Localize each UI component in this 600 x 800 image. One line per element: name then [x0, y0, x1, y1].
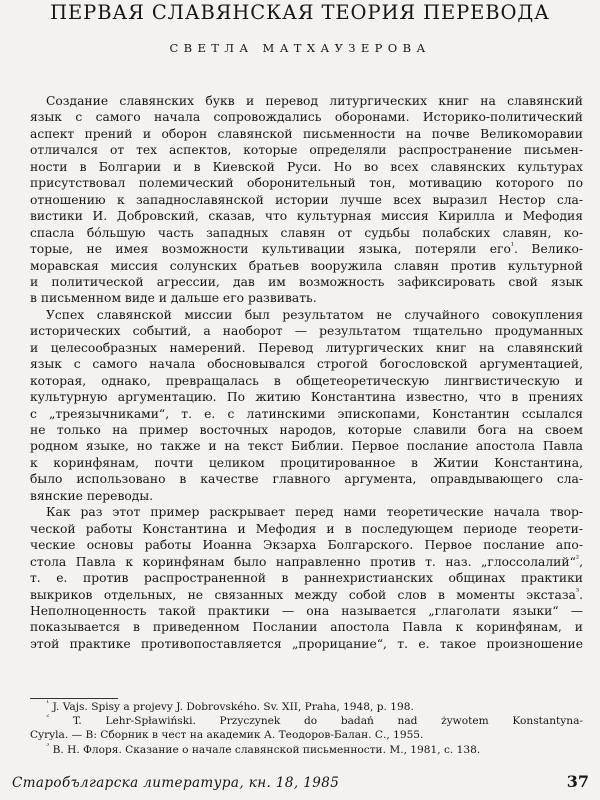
text-line: язык с самого начала сопровождались оборонами. Историко-политический [30, 110, 583, 125]
text-line: Как раз этот пример раскрывает перед нами теоретические начала твор- [46, 505, 583, 520]
footnote-line: $^{^2}$ T. Lehr-Spławiński. Przyczynek do badań nad żywotem Konstantyna- [46, 714, 583, 728]
text-line: с „треязычниками“, т. е. с латинскими эпископами, Константин ссылался [30, 406, 583, 421]
footnote-line: $^{^3}$ В. Н. Флоря. Сказание о начале славянской письменности. М., 1981, с. 138. [46, 742, 481, 756]
text-line: родном языке, но также и на текст Библии. Первое послание апостола Павла [30, 439, 583, 454]
text-line: показывается в приведенном Послании апостола Павла к коринфянам, и [30, 620, 583, 635]
text-line: не только на пример восточных народов, которые славили бога на своем [30, 423, 583, 437]
footnote-line: $^{^1}$ J. Vajs. Spisy a projevy J. Dobrovského. Sv. XII, Praha, 1948, p. 198. [46, 700, 414, 713]
journal-citation: Старобългарска литература, кн. 18, 1985 [12, 775, 340, 791]
text-line: которая, однако, превращалась в общетеоретическую лингвистическую и [30, 373, 583, 388]
text-line: спасла бо́льшую часть западных славян от судьбы полабских славян, ко- [30, 225, 583, 240]
text-line: и целесообразных намерений. Перевод литургических книг на славянский [30, 340, 583, 355]
article-title: ПЕРВАЯ СЛАВЯНСКАЯ ТЕОРИЯ ПЕРЕВОДА [50, 1, 550, 24]
footnote-separator [30, 698, 118, 699]
text-line: и политической агрессии, дав им возможность зафиксировать свой язык [30, 274, 583, 289]
text-line: ческой работы Константина и Мефодия и в последующем периоде теорети- [30, 521, 583, 536]
text-line: стола Павла к коринфянам было направленно против т. наз. „глоссолалий“$^{^2}$, [30, 553, 583, 569]
text-line: этой практике противопоставляется „прорицание“, т. е. такое произношение [30, 636, 583, 651]
text-line: Успех славянской миссии был результатом не случайного совокупления [46, 307, 583, 322]
text-line: вянские переводы. [30, 488, 154, 503]
text-line: к коринфянам, почти целиком процитированное в Житии Константина, [30, 455, 583, 470]
text-line: ческие основы работы Иоанна Экзарха Болгарского. Первое послание апо- [30, 538, 583, 553]
footnote-line: Cyryla. — В: Сборник в чест на академик А. Теодоров-Балан. С., 1955. [30, 729, 424, 742]
text-line: в письменном виде и дальше его развивать. [30, 291, 317, 306]
text-line: моравская миссия солунских братьев вооружила славян против культурной [30, 258, 583, 273]
text-line: культурную аргументацию. По житию Константина известно, что в прениях [30, 390, 583, 405]
text-line: отличался от тех аспектов, которые определяли распространение письмен- [30, 143, 583, 158]
text-line: т. е. против распространенной в раннехристианских общинах практики [30, 571, 583, 586]
text-line: Неполноценность такой практики — она называется „глаголати языки“ — [30, 603, 583, 618]
text-line: было использовано в качестве главного аргумента, оправдывающего сла- [30, 472, 583, 487]
article-author: СВЕТЛА МАТХАУЗЕРОВА [169, 41, 431, 55]
text-line: вистики И. Добровский, сказав, что культурная миссия Кирилла и Мефодия [30, 209, 583, 224]
text-line: Создание славянских букв и перевод литургических книг на славянский [46, 94, 583, 108]
text-line: торые, не имея возможности культивации языка, потеряли его$^{^1}$. Велико- [30, 241, 583, 257]
page-number: 37 [566, 772, 589, 791]
text-line: присутствовал полемический оборонительный тон, мотивацию которого по [30, 176, 583, 191]
text-line: аспект прений и оборон славянской письменности на почве Великоморавии [30, 126, 583, 141]
text-line: отношению к западнославянской истории лучше всех выразил Нестор сла- [30, 192, 583, 207]
text-line: выкриков отдельных, не связанных между собой слов в моменты экстаза$^{^3}$. [30, 586, 583, 602]
text-line: исторических событий, а наоборот — результатом тщательно продуманных [30, 324, 583, 339]
text-line: язык с самого начала обосновывался строгой богословской аргументацией, [30, 357, 583, 372]
text-line: ности в Болгарии и в Киевской Руси. Но во всех славянских культурах [30, 159, 583, 174]
